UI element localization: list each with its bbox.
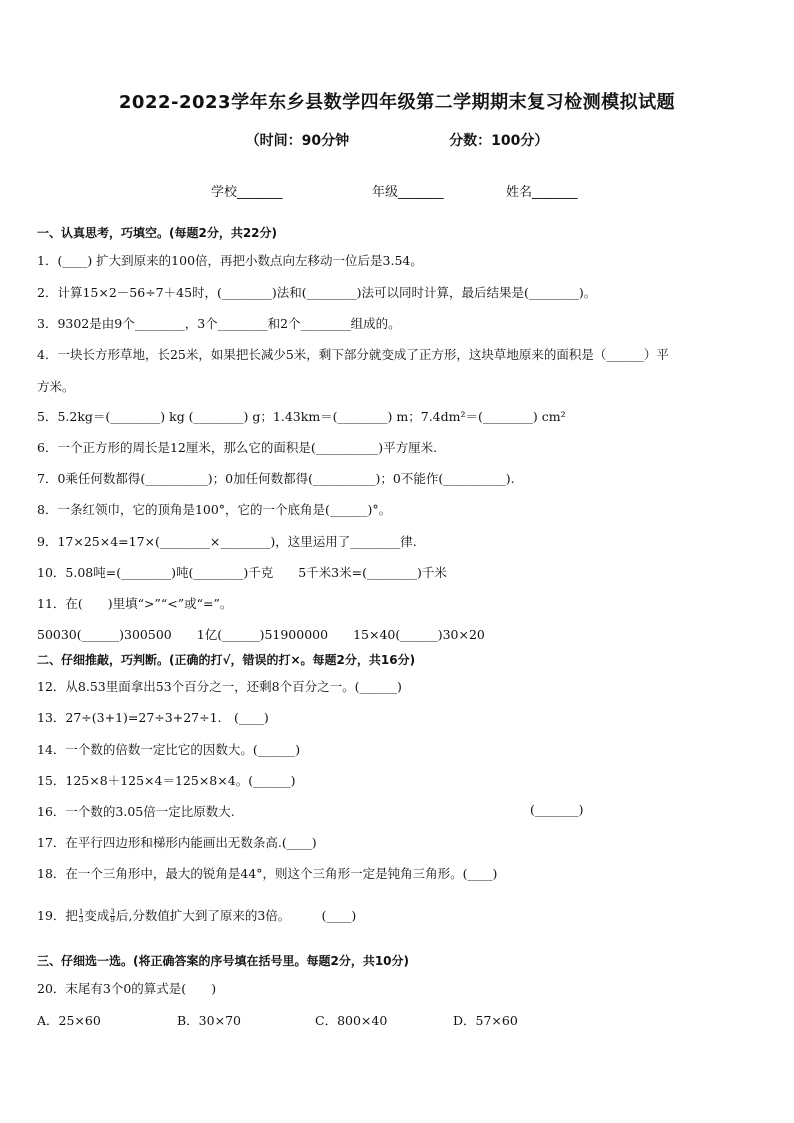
score-label: 分数：100分） xyxy=(449,133,549,149)
question-19-prefix: 19．把 xyxy=(37,908,78,923)
question-8: 8．一条红领巾，它的顶角是100°，它的一个底角是(______)°。 xyxy=(37,502,392,517)
question-7: 7．0乘任何数都得(__________)；0加任何数都得(__________)；0不能作(__________). xyxy=(37,471,515,486)
fraction-numerator: 3 xyxy=(110,908,115,916)
fraction-numerator: 1 xyxy=(78,908,84,916)
question-11: 11．在( )里填“>”“<”或“=”。 xyxy=(37,596,233,611)
question-12: 12．从8.53里面拿出53个百分之一，还剩8个百分之一。(______) xyxy=(37,679,402,694)
exam-meta xyxy=(0,130,794,150)
grade-field: 年级_______ xyxy=(372,185,444,200)
question-13: 13．27÷(3+1)=27÷3+27÷1. (____) xyxy=(37,710,269,725)
question-16: 16．一个数的3.05倍一定比原数大. xyxy=(37,804,235,819)
question-16-answer-blank: (_______) xyxy=(530,802,584,817)
option-c: C．800×40 xyxy=(315,1013,388,1028)
question-15: 15．125×8＋125×4＝125×8×4。(______) xyxy=(37,773,296,788)
section-heading-1: 一、认真思考，巧填空。(每题2分，共22分) xyxy=(37,226,278,240)
name-field: 姓名_______ xyxy=(506,185,578,200)
fraction-one-third xyxy=(79,909,83,924)
question-2: 2．计算15×2－56÷7＋45时，(________)法和(________)法可以同时计算，最后结果是(________)。 xyxy=(37,285,597,300)
question-19 xyxy=(37,906,356,924)
question-11-items: 50030(______)300500 1亿(______)51900000 15×40(______)30×20 xyxy=(37,627,485,642)
question-4-line-1: 4．一块长方形草地，长25米，如果把长减少5米，剩下部分就变成了正方形，这块草地原来的面积是（______）平 xyxy=(37,347,669,362)
option-a: A．25×60 xyxy=(37,1013,101,1028)
question-20: 20．末尾有3个0的算式是( ) xyxy=(37,981,217,996)
question-5: 5．5.2kg＝(________) kg (________) g；1.43km＝(________) m；7.4dm²＝(________) cm² xyxy=(37,409,566,424)
fraction-three-ninths xyxy=(110,909,114,924)
question-10: 10．5.08吨=(________)吨(________)千克 5千米3米=(________)千米 xyxy=(37,565,447,580)
question-1: 1．(____) 扩大到原来的100倍，再把小数点向左移动一位后是3.54。 xyxy=(37,253,423,268)
fraction-denominator: 9 xyxy=(110,916,115,924)
fraction-denominator: 3 xyxy=(78,916,84,924)
question-20-options xyxy=(37,1011,518,1029)
school-field: 学校_______ xyxy=(211,185,283,200)
option-d: D．57×60 xyxy=(453,1013,518,1028)
option-b: B．30×70 xyxy=(177,1013,241,1028)
section-heading-3: 三、仔细选一选。(将正确答案的序号填在括号里。每题2分，共10分) xyxy=(37,954,410,968)
question-19-mid: 变成 xyxy=(84,908,110,923)
page-title: 2022-2023学年东乡县数学四年级第二学期期末复习检测模拟试题 xyxy=(118,92,676,113)
question-3: 3．9302是由9个________，3个________和2个________组成的。 xyxy=(37,316,401,331)
question-4-line-2: 方米。 xyxy=(37,379,75,394)
time-label: （时间：90分钟 xyxy=(245,133,350,149)
section-heading-2: 二、仔细推敲，巧判断。(正确的打√，错误的打×。每题2分，共16分) xyxy=(37,653,416,667)
question-17: 17．在平行四边形和梯形内能画出无数条高.(____) xyxy=(37,835,317,850)
question-14: 14．一个数的倍数一定比它的因数大。(______) xyxy=(37,742,301,757)
question-6: 6．一个正方形的周长是12厘米，那么它的面积是(__________)平方厘米. xyxy=(37,440,438,455)
question-9: 9．17×25×4=17×(________×________)，这里运用了________律. xyxy=(37,534,417,549)
question-18: 18．在一个三角形中，最大的锐角是44°，则这个三角形一定是钝角三角形。(____) xyxy=(37,866,498,881)
question-19-suffix: 后,分数值扩大到了原来的3倍。 (____) xyxy=(115,908,357,923)
